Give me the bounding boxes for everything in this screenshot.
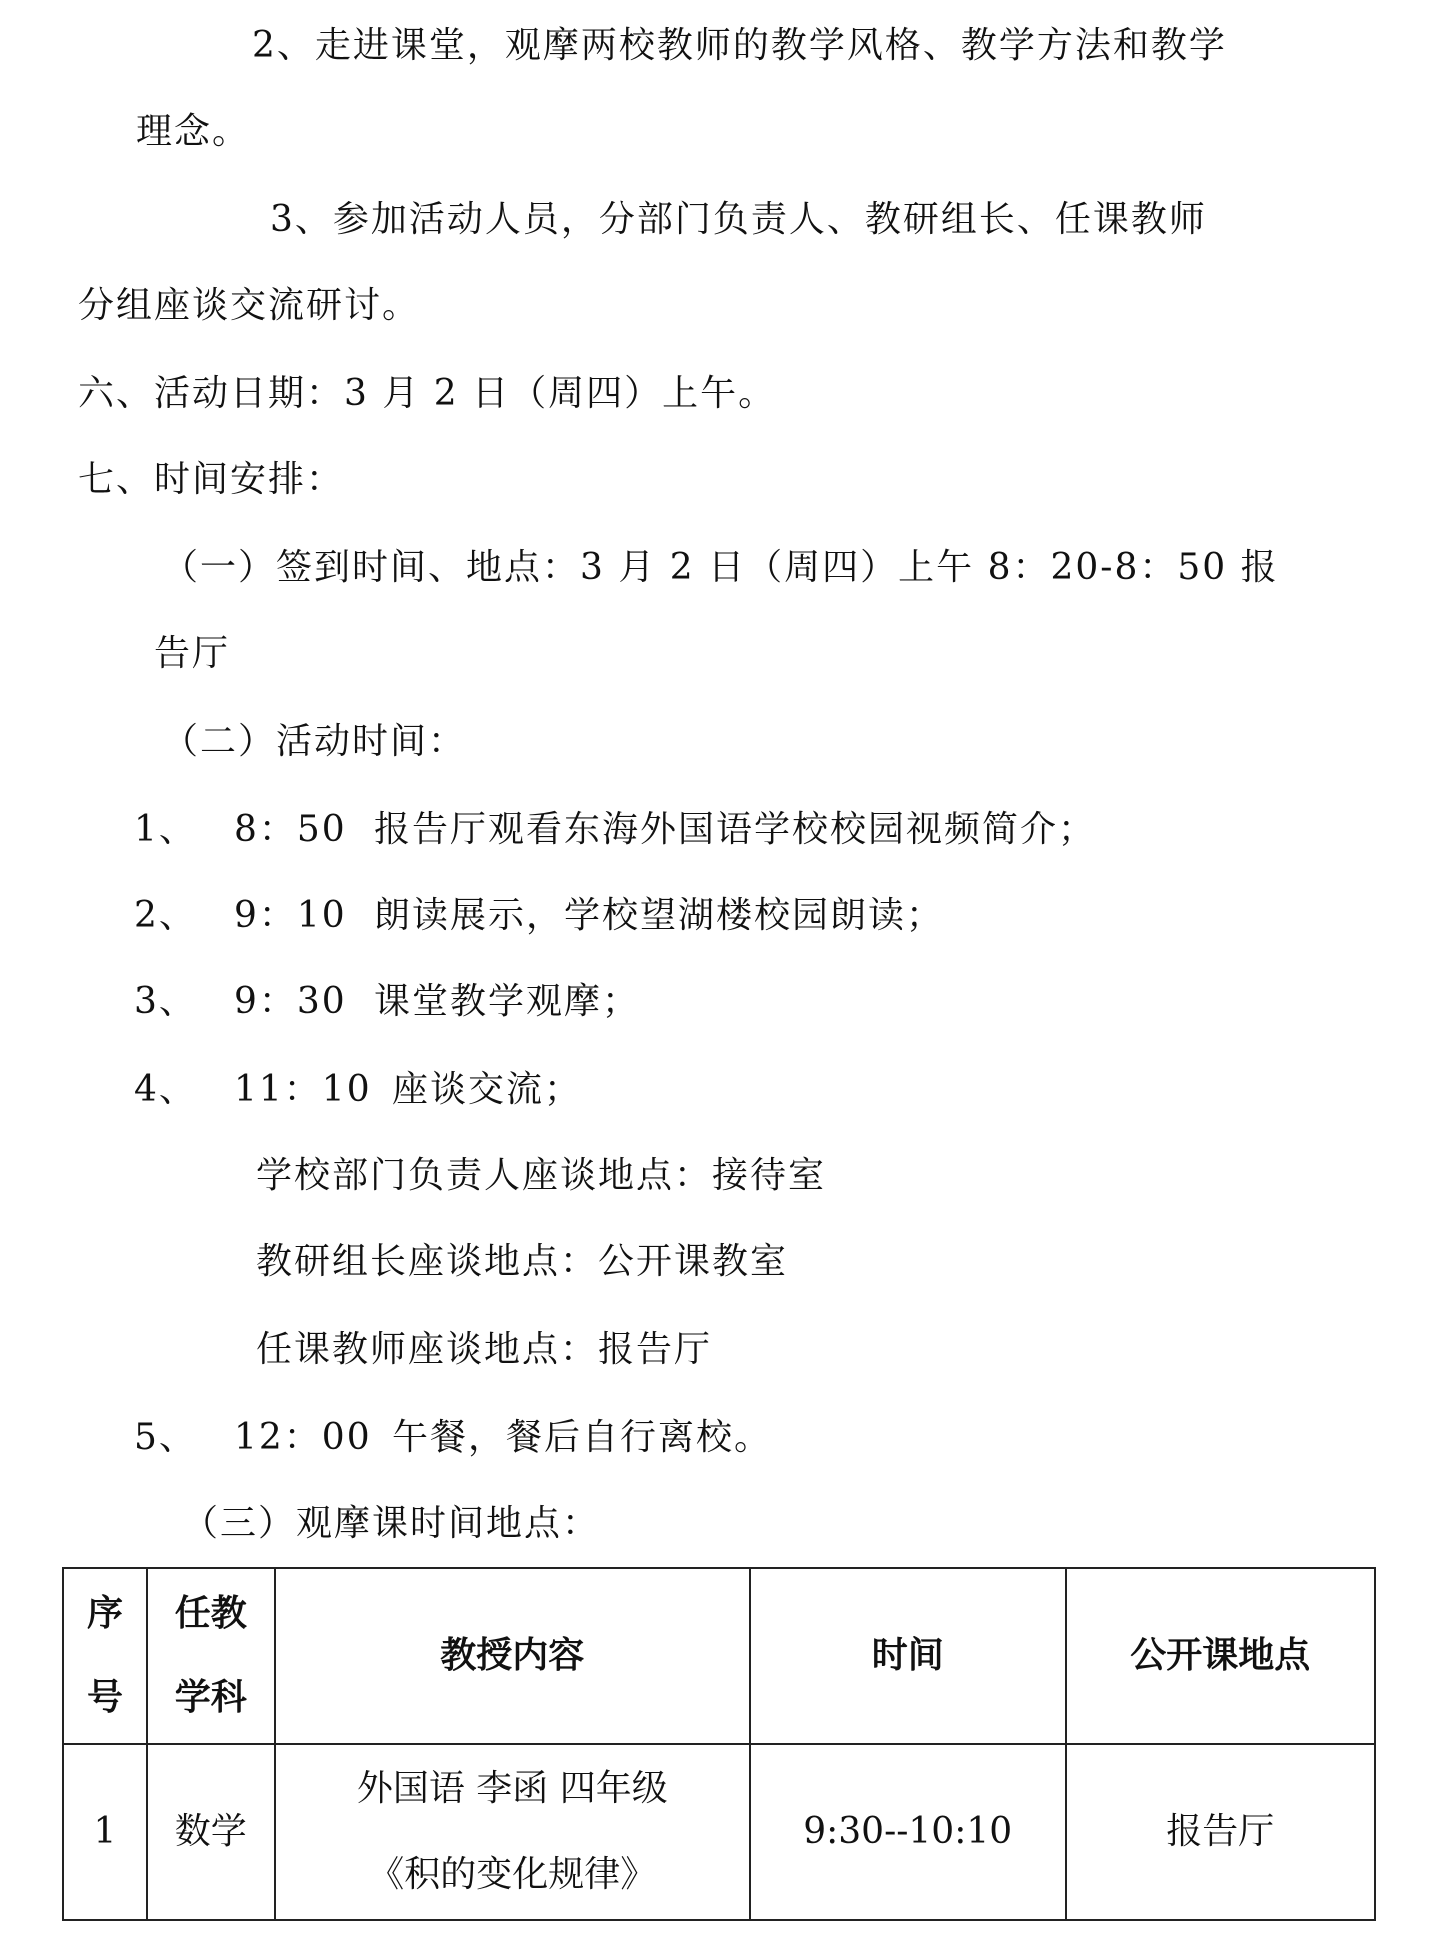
table-header-row [63, 1568, 1375, 1744]
schedule-description: 报告厅观看东海外国语学校校园视频简介； [374, 809, 1097, 850]
header-subject [147, 1568, 275, 1744]
header-seq-top: 序 [86, 1593, 123, 1634]
signin-line-2: 告厅 [154, 633, 231, 674]
schedule-description: 午餐，餐后自行离校。 [392, 1417, 773, 1458]
schedule-number: 5、 [134, 1417, 197, 1458]
cell-content-line-2: 《积的变化规律》 [368, 1854, 657, 1895]
cell-content-line-1: 外国语 李函 四年级 [356, 1768, 668, 1809]
schedule-time: 12：00 [234, 1417, 372, 1458]
meeting-location-department-heads: 学校部门负责人座谈地点：接待室 [256, 1155, 827, 1196]
schedule-time: 11：10 [234, 1069, 372, 1110]
table-row [63, 1744, 1375, 1920]
cell-subject: 数学 [147, 1744, 275, 1920]
paragraph-3-line-1: 3、参加活动人员，分部门负责人、教研组长、任课教师 [270, 199, 1207, 240]
section-7-heading: 七、时间安排： [78, 459, 345, 500]
cell-content [275, 1744, 750, 1920]
schedule-time: 8：50 [234, 809, 347, 850]
header-subject-bottom: 学科 [174, 1677, 247, 1718]
header-location: 公开课地点 [1066, 1568, 1376, 1744]
schedule-description: 朗读展示，学校望湖楼校园朗读； [374, 895, 945, 936]
schedule-description: 座谈交流； [392, 1069, 583, 1110]
schedule-number: 4、 [134, 1069, 197, 1110]
activity-time-heading: （二）活动时间： [162, 721, 467, 762]
header-content: 教授内容 [275, 1568, 750, 1744]
signin-line-1: （一）签到时间、地点：3 月 2 日（周四）上午 8：20-8：50 报 [162, 547, 1279, 588]
cell-time: 9:30--10:10 [750, 1744, 1066, 1920]
schedule-number: 3、 [134, 981, 197, 1022]
header-seq-bottom: 号 [86, 1677, 123, 1718]
header-seq [63, 1568, 147, 1744]
schedule-time: 9：30 [234, 981, 347, 1022]
header-subject-top: 任教 [174, 1593, 247, 1634]
cell-seq: 1 [63, 1744, 147, 1920]
schedule-time: 9：10 [234, 895, 347, 936]
observation-class-heading: （三）观摩课时间地点： [182, 1503, 601, 1544]
section-6-activity-date: 六、活动日期：3 月 2 日（周四）上午。 [78, 373, 777, 414]
paragraph-2-line-1: 2、走进课堂，观摩两校教师的教学风格、教学方法和教学 [252, 25, 1227, 66]
schedule-number: 2、 [134, 895, 197, 936]
schedule-number: 1、 [134, 809, 197, 850]
header-time: 时间 [750, 1568, 1066, 1744]
observation-class-table [62, 1567, 1376, 1921]
paragraph-2-line-2: 理念。 [136, 111, 251, 152]
paragraph-3-line-2: 分组座谈交流研讨。 [78, 285, 421, 326]
meeting-location-teachers: 任课教师座谈地点：报告厅 [256, 1329, 713, 1370]
schedule-description: 课堂教学观摩； [374, 981, 641, 1022]
cell-location: 报告厅 [1066, 1744, 1376, 1920]
meeting-location-research-leaders: 教研组长座谈地点：公开课教室 [256, 1241, 789, 1282]
